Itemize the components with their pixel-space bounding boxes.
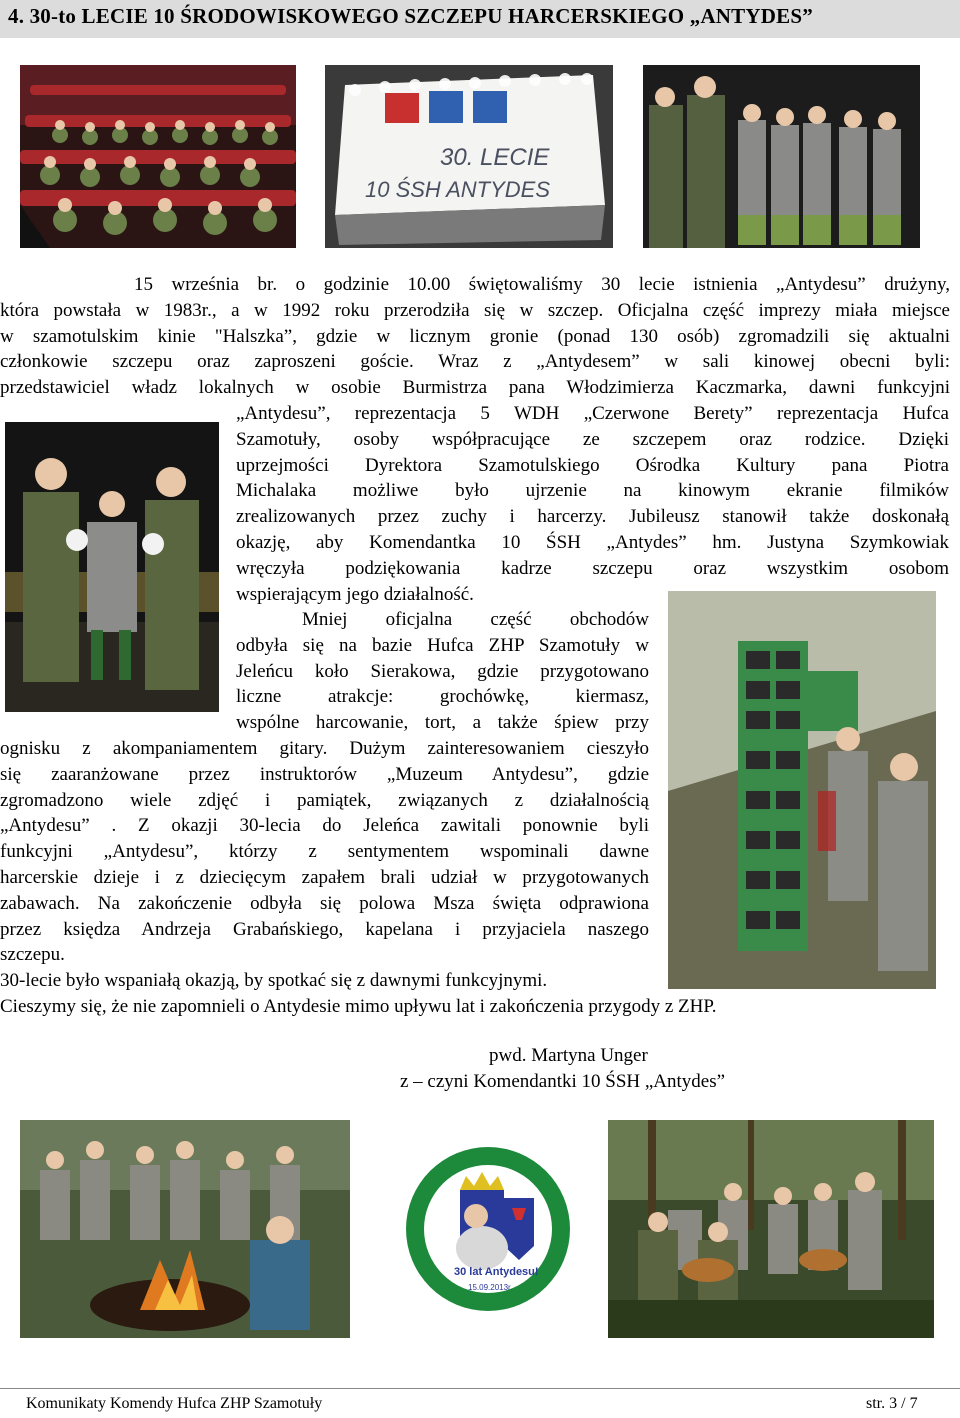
article-line: wspierającym jego działalność. [236,583,474,605]
article-line: się zaaranżowane przez instruktorów „Muzeum Antydesu”, gdzie [0,763,649,785]
article-line: przedstawiciel władz lokalnych w osobie Burmistrza pana Włodzimierza Kaczmarka, dawni funkcyjni [0,377,950,399]
cinema-audience-photo [20,65,296,248]
signature-role: z – czyni Komendantki 10 ŚSH „Antydes” [400,1071,726,1092]
article-line: 15 września br. o godzinie 10.00 świętowaliśmy 30 lecie istnienia „Antydesu” drużyny, [134,274,950,295]
article-paragraph-2a [236,607,649,736]
footer-publication: Komunikaty Komendy Hufca ZHP Szamotuły [26,1395,323,1412]
article-line: Jeleńcu koło Sierakowa, gdzie przygotowano [236,660,649,682]
article-paragraph-1b [236,401,949,607]
article-line: która powstała w 1983r., a w 1992 roku przerodziła się w szczep. Oficjalna część imprezy miała miejsce [0,299,950,321]
cake-text-line1: 30. LECIE [440,144,550,171]
article-line: zabawach. Na zakończenie odbyła się polowa Msza święta odprawiona [0,892,649,914]
cake-text-line2: 10 ŚSH ANTYDES [365,177,551,202]
article-line: uprzejmości Dyrektora Szamotulskiego Ośrodka Kultury pana Piotra [236,454,949,476]
article-paragraph-3 [0,968,950,1020]
footer-page-number: str. 3 / 7 [866,1395,918,1412]
cake-photo [325,65,613,248]
article-line: zgromadzono wiele zdjęć i pamiątek, związanych z działalnością [0,789,649,811]
leaders-photo [643,65,920,248]
section-title: 4. 30-to LECIE 10 ŚRODOWISKOWEGO SZCZEPU HARCERSKIEGO „ANTYDES” [8,4,813,28]
article-line: funkcyjni „Antydesu”, którzy z sentymentem wspominali dawne [0,841,649,863]
campfire-photo [20,1120,350,1338]
article-paragraph-2b [0,736,649,968]
article-line: szczepu. [0,944,65,966]
article-line: „Antydesu” . Z okazji 30-lecia do Jeleńca zawitali ponownie byli [0,815,649,837]
tent-exhibition-photo [668,591,936,989]
section-header [0,0,960,38]
guitar-circle-photo [608,1120,934,1338]
article-line: wspólne harcowanie, tort, a także śpiew przy [236,712,649,734]
article-paragraph-1 [0,272,950,401]
page-footer [0,1388,960,1418]
anniversary-logo [404,1120,572,1338]
logo-caption: 30 lat Antydesu! [454,1266,539,1278]
award-trio-photo [5,422,219,712]
article-line: Michalaka możliwe było ujrzenie na kinowym ekranie filmików [236,480,949,502]
article-line: wręczyła podziękowania kadrze szczepu oraz wszystkim osobom [236,557,949,579]
signature-name: pwd. Martyna Unger [489,1045,648,1066]
article-line: Cieszymy się, że nie zapomnieli o Antydesie mimo upływu lat i zakończenia przygody z ZHP. [0,995,717,1017]
article-line: liczne atrakcje: grochówkę, kiermasz, [236,686,649,708]
article-line: w szamotulskim kinie "Halszka”, gdzie w licznym gronie (ponad 130 osób) zgromadzili się aktualni [0,325,950,347]
article-line: okazję, aby Komendantka 10 ŚSH „Antydes” hm. Justyna Szymkowiak [236,531,949,553]
article-line: zrealizowanych przez zuchy i harcerzy. Jubileusz stanowił także doskonałą [236,506,949,528]
article-line: 30-lecie było wspaniałą okazją, by spotkać się z dawnymi funkcyjnymi. [0,970,548,991]
logo-date: 15.09.2013r. [468,1283,513,1292]
article-line: odbyła się na bazie Hufca ZHP Szamotuły w [236,634,649,656]
article-line: przez księdza Andrzeja Grabańskiego, kapelana i przyjaciela naszego [0,918,649,940]
article-line: członkowie szczepu oraz zaproszeni goście. Wraz z „Antydesem” w sali kinowej obecni byli: [0,351,950,373]
article-line: harcerskie dzieje i z dziecięcym zapałem brali udział w przygotowanych [0,866,649,888]
article-line: „Antydesu”, reprezentacja 5 WDH „Czerwone Berety” reprezentacja Hufca [236,403,949,424]
article-line: Mniej oficjalna część obchodów [302,609,649,630]
article-line: ognisku z akompaniamentem gitary. Dużym zainteresowaniem cieszyło [0,738,649,759]
article-line: Szamotuły, osoby współpracujące ze szczepem oraz rodzice. Dzięki [236,428,949,450]
